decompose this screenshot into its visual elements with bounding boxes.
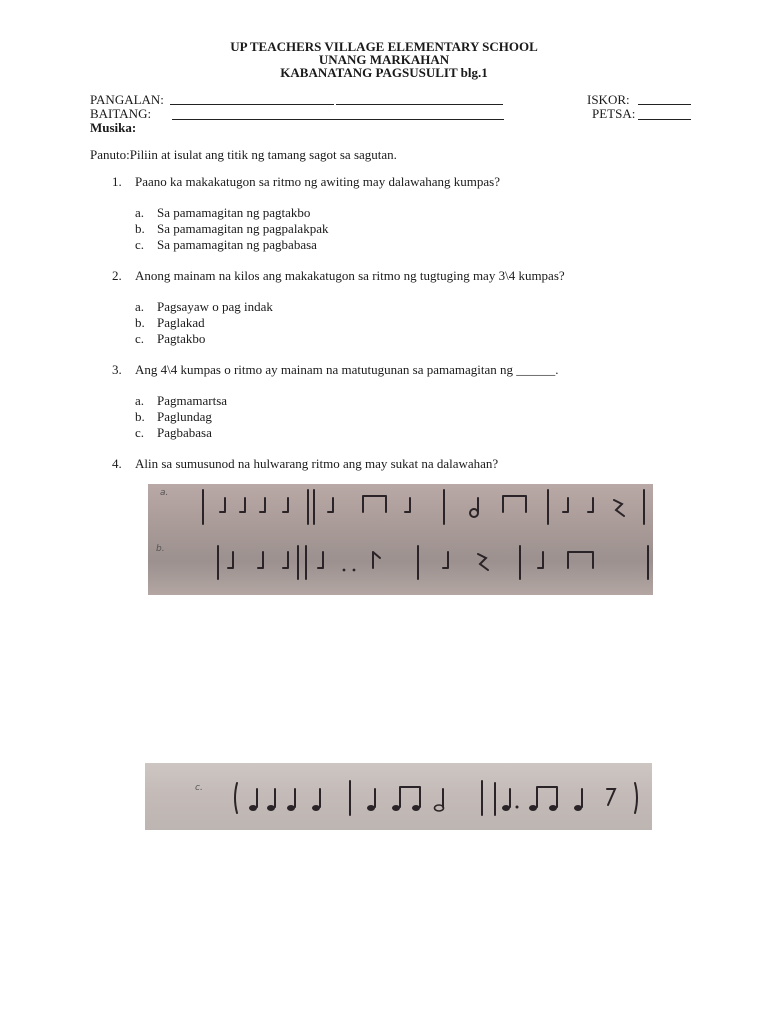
- date-line[interactable]: [638, 119, 691, 120]
- q1-choice-c-letter: c.: [135, 237, 145, 252]
- rhythm-label-a: a.: [160, 488, 169, 498]
- q2-choice-c-letter: c.: [135, 331, 145, 346]
- q2-choice-a-letter: a.: [135, 299, 145, 314]
- rhythm-notation-c: [145, 763, 652, 830]
- question-4-text: Alin sa sumusunod na hulwarang ritmo ang may sukat na dalawahan?: [135, 456, 499, 471]
- question-2-number: 2.: [112, 268, 122, 283]
- rhythm-photo-c: [145, 763, 652, 830]
- q1-choice-b: Sa pamamagitan ng pagpalakpak: [157, 221, 329, 236]
- score-label: ISKOR:: [587, 92, 630, 107]
- question-3-number: 3.: [112, 362, 122, 377]
- question-3-text: Ang 4\4 kumpas o ritmo ay mainam na matutugunan sa pamamagitan ng ______.: [135, 362, 559, 377]
- q2-choice-a: Pagsayaw o pag indak: [157, 299, 273, 314]
- subject-label: Musika:: [90, 120, 137, 135]
- q1-choice-a: Sa pamamagitan ng pagtakbo: [157, 205, 311, 220]
- rhythm-label-b: b.: [156, 544, 165, 554]
- rhythm-photo-ab: [148, 484, 653, 595]
- question-4-number: 4.: [112, 456, 122, 471]
- name-label: PANGALAN:: [90, 92, 164, 107]
- q2-choice-b-letter: b.: [135, 315, 145, 330]
- score-line[interactable]: [638, 104, 691, 105]
- q3-choice-a-letter: a.: [135, 393, 145, 408]
- q2-choice-c: Pagtakbo: [157, 331, 206, 346]
- grade-label: BAITANG:: [90, 106, 152, 121]
- name-line-2[interactable]: [336, 104, 503, 105]
- school-name: UP TEACHERS VILLAGE ELEMENTARY SCHOOL: [230, 39, 538, 54]
- rhythm-notation-ab: [148, 484, 653, 595]
- date-label: PETSA:: [592, 106, 636, 121]
- q3-choice-c-letter: c.: [135, 425, 145, 440]
- instructions: Panuto:Piliin at isulat ang titik ng tamang sagot sa sagutan.: [90, 147, 397, 162]
- question-1-text: Paano ka makakatugon sa ritmo ng awiting may dalawahang kumpas?: [135, 174, 500, 189]
- test-title: KABANATANG PAGSUSULIT blg.1: [280, 65, 488, 80]
- q1-choice-a-letter: a.: [135, 205, 145, 220]
- quarter-title: UNANG MARKAHAN: [318, 52, 450, 67]
- q2-choice-b: Paglakad: [157, 315, 205, 330]
- q3-choice-c: Pagbabasa: [157, 425, 212, 440]
- q3-choice-a: Pagmamartsa: [157, 393, 228, 408]
- question-2-text: Anong mainam na kilos ang makakatugon sa ritmo ng tugtuging may 3\4 kumpas?: [135, 268, 565, 283]
- name-line-1[interactable]: [170, 104, 334, 105]
- q1-choice-b-letter: b.: [135, 221, 145, 236]
- q1-choice-c: Sa pamamagitan ng pagbabasa: [157, 237, 317, 252]
- q3-choice-b: Paglundag: [157, 409, 212, 424]
- q3-choice-b-letter: b.: [135, 409, 145, 424]
- grade-line[interactable]: [172, 119, 504, 120]
- rhythm-label-c: c.: [195, 783, 203, 793]
- question-1-number: 1.: [112, 174, 122, 189]
